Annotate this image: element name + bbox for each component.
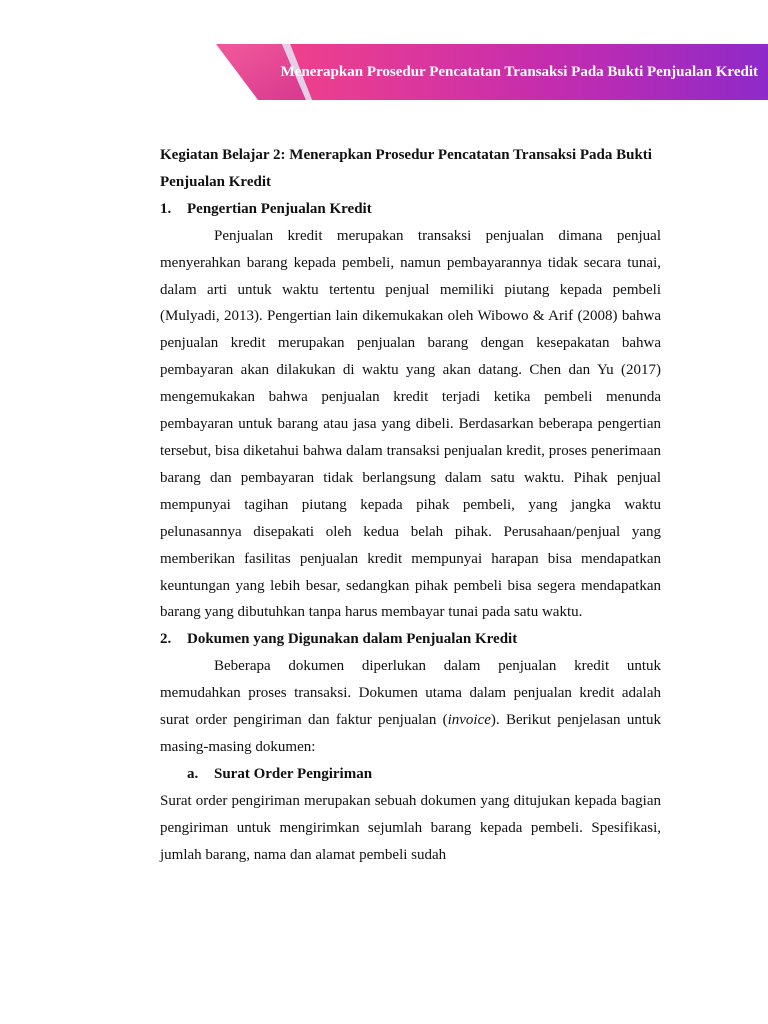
header-banner bbox=[0, 0, 768, 110]
subsection-a-paragraph: Surat order pengiriman merupakan sebuah dokumen yang ditujukan kepada bagian pengiriman untuk mengirimkan sejumlah barang kepada pembeli. Spesifikasi, jumlah barang, nama dan alamat pembeli sudah bbox=[160, 792, 661, 863]
section-1-paragraph: Penjualan kredit merupakan transaksi penjualan dimana penjual menyerahkan barang kepada pembeli, namun pembayarannya tidak secara tunai, dalam arti untuk waktu tertentu penjual memiliki piutang kepada pembeli (Mulyadi, 2013). Pengertian lain dikemukakan oleh Wibowo & Arif (2008) bahwa penjualan kredit merupakan penjualan barang dengan kesepakatan bahwa pembayaran akan dilakukan di waktu yang akan datang. Chen dan Yu (2017) mengemukakan bahwa penjualan kredit terjadi ketika pembeli menunda pembayaran untuk barang atau jasa yang dibeli. Berdasarkan beberapa pengertian tersebut, bisa diketahui bahwa dalam transaksi penjualan kredit, proses penerimaan barang dan pembayaran tidak berlangsung dalam satu waktu. Pihak penjual mempunyai tagihan piutang kepada pihak pembeli, yang jangka waktu pelunasannya disepakati oleh kedua belah pihak. Perusahaan/penjual yang memberikan fasilitas penjualan kredit mempunyai harapan bisa mendapatkan keuntungan yang lebih besar, sedangkan pihak pembeli bisa segera mendapatkan barang yang dibutuhkan tanpa harus membayar tunai pada satu waktu. bbox=[160, 227, 661, 621]
banner-graphic bbox=[0, 0, 768, 110]
document-title: Kegiatan Belajar 2: Menerapkan Prosedur Pencatatan Transaksi Pada Bukti Penjualan Kredit bbox=[160, 147, 652, 190]
section-2-paragraph bbox=[160, 653, 661, 761]
section-1-heading bbox=[160, 196, 661, 223]
subsection-letter: a. bbox=[187, 765, 199, 782]
section-title: Dokumen yang Digunakan dalam Penjualan Kredit bbox=[187, 631, 518, 648]
section-title: Pengertian Penjualan Kredit bbox=[187, 200, 372, 217]
section-number: 1. bbox=[160, 200, 172, 217]
subsection-a-heading bbox=[187, 761, 661, 788]
section-2-heading bbox=[160, 626, 661, 653]
header-title: Menerapkan Prosedur Pencatatan Transaksi Pada Bukti Penjualan Kredit bbox=[280, 64, 758, 80]
subsection-title: Surat Order Pengiriman bbox=[214, 765, 373, 782]
paragraph-text: Beberapa dokumen diperlukan dalam penjualan kredit untuk memudahkan proses transaksi. Dokumen utama dalam penjualan kredit adalah surat order pengiriman dan faktur penjualan ( bbox=[160, 658, 661, 729]
document-body bbox=[160, 142, 661, 868]
italic-term: invoice bbox=[447, 712, 491, 729]
section-number: 2. bbox=[160, 631, 172, 648]
paragraph-text: ). Berikut penjelasan untuk masing-masing dokumen: bbox=[160, 712, 661, 755]
